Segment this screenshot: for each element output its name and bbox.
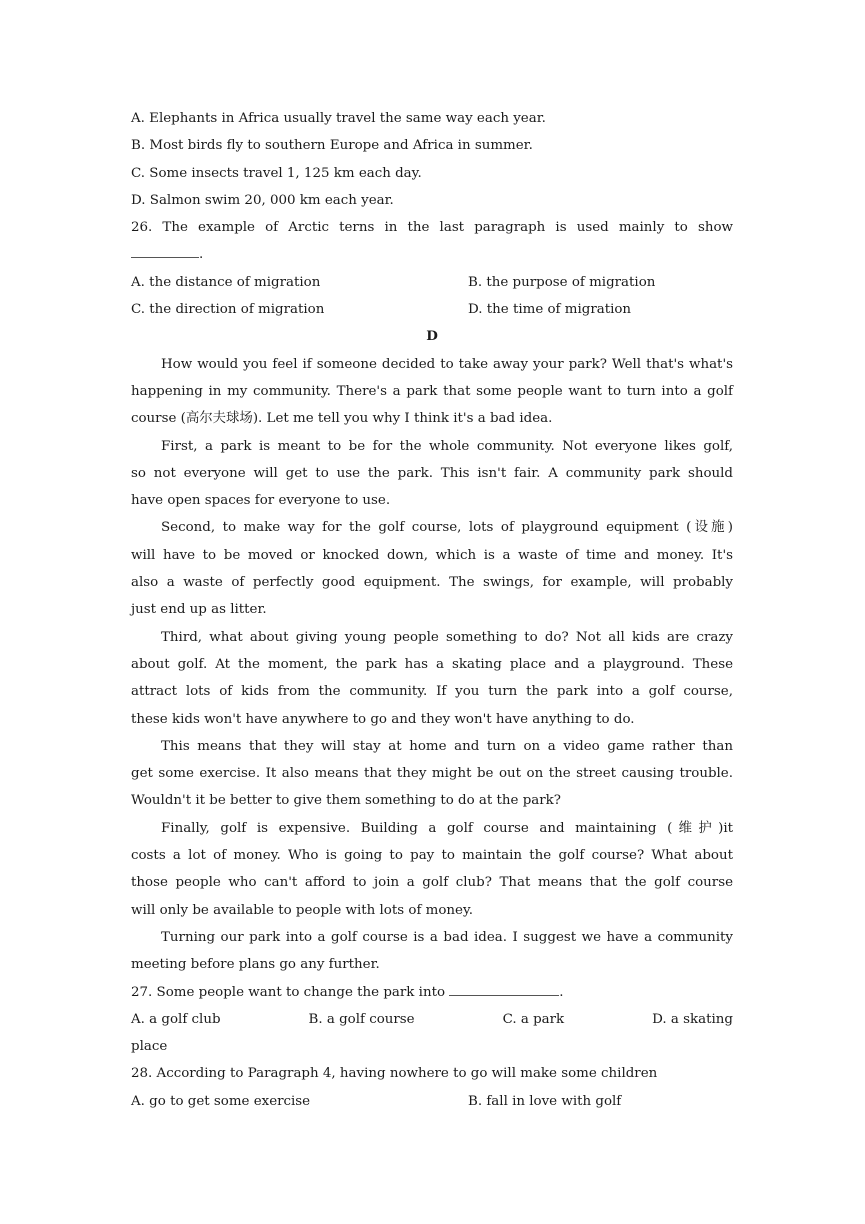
- q26-stem-end: .: [199, 247, 204, 263]
- q27-option-a: A. a golf club: [131, 1011, 221, 1027]
- passage-line: will only be available to people with lots of money.: [131, 902, 474, 918]
- q25-option-b: B. Most birds fly to southern Europe and Africa in summer.: [131, 138, 533, 154]
- q26-stem: 26. The example of Arctic terns in the last paragraph is used mainly to show: [131, 220, 733, 236]
- q27-option-d: D. a skating: [652, 1011, 733, 1027]
- passage-line: these kids won't have anywhere to go and they won't have anything to do.: [131, 711, 635, 727]
- q26-option-a: A. the distance of migration: [131, 274, 321, 290]
- passage-line: about golf. At the moment, the park has a skating place and a playground. These: [131, 656, 733, 672]
- q28-options-row-1: [131, 1088, 733, 1115]
- passage-line: happening in my community. There's a park that some people want to turn into a golf: [131, 383, 733, 399]
- answer-blank: [131, 242, 199, 258]
- page-text: [131, 105, 733, 1115]
- q25-option-c: C. Some insects travel 1, 125 km each day.: [131, 165, 422, 181]
- section-title: D: [426, 328, 438, 345]
- passage-line: First, a park is meant to be for the whole community. Not everyone likes golf,: [161, 438, 733, 454]
- passage-line: will have to be moved or knocked down, which is a waste of time and money. It's: [131, 547, 733, 563]
- q27-stem: [131, 979, 733, 1006]
- q25-option-a: A. Elephants in Africa usually travel the same way each year.: [131, 111, 546, 126]
- passage-line: Third, what about giving young people something to do? Not all kids are crazy: [161, 629, 733, 645]
- passage-line: attract lots of kids from the community. If you turn the park into a golf course,: [131, 684, 733, 700]
- q26-stem-blank: [131, 241, 733, 268]
- passage-line: Turning our park into a golf course is a bad idea. I suggest we have a community: [161, 929, 733, 945]
- q27-option-d-wrap: place: [131, 1039, 168, 1055]
- q27-stem-end: .: [559, 984, 564, 1000]
- passage-line: those people who can't afford to join a golf club? That means that the golf course: [131, 875, 733, 891]
- q27-option-c: C. a park: [502, 1011, 565, 1027]
- q27-option-b: B. a golf course: [308, 1011, 415, 1027]
- passage-line: get some exercise. It also means that they might be out on the street causing trouble.: [131, 766, 733, 782]
- q26-options-row-1: [131, 269, 733, 296]
- passage-line: so not everyone will get to use the park. This isn't fair. A community park should: [131, 465, 733, 481]
- passage-line: costs a lot of money. Who is going to pay to maintain the golf course? What about: [131, 848, 733, 864]
- passage-line: How would you feel if someone decided to take away your park? Well that's what's: [161, 356, 733, 372]
- q26-option-b: B. the purpose of migration: [468, 274, 656, 290]
- passage-line: Wouldn't it be better to give them something to do at the park?: [131, 793, 561, 809]
- q28-option-a: A. go to get some exercise: [131, 1093, 311, 1109]
- q27-options: [131, 1006, 733, 1033]
- passage-line: have open spaces for everyone to use.: [131, 493, 391, 509]
- q27-stem-text: 27. Some people want to change the park into: [131, 984, 446, 1000]
- q28-stem: 28. According to Paragraph 4, having nowhere to go will make some children: [131, 1066, 658, 1082]
- passage-line: meeting before plans go any further.: [131, 957, 380, 973]
- q26-options-row-2: [131, 296, 733, 323]
- passage-line: Second, to make way for the golf course, lots of playground equipment (设施): [161, 520, 733, 536]
- q26-option-d: D. the time of migration: [468, 302, 632, 318]
- q25-option-d: D. Salmon swim 20, 000 km each year.: [131, 192, 394, 208]
- passage-line: also a waste of perfectly good equipment. The swings, for example, will probably: [131, 575, 733, 591]
- passage-line: This means that they will stay at home and turn on a video game rather than: [161, 738, 733, 754]
- q28-option-b: B. fall in love with golf: [468, 1093, 622, 1109]
- passage-line: Finally, golf is expensive. Building a golf course and maintaining (维护)it: [161, 820, 733, 836]
- passage-line: course (高尔夫球场). Let me tell you why I think it's a bad idea.: [131, 411, 553, 427]
- passage-line: just end up as litter.: [131, 602, 267, 618]
- q26-option-c: C. the direction of migration: [131, 302, 325, 318]
- answer-blank: [449, 980, 559, 996]
